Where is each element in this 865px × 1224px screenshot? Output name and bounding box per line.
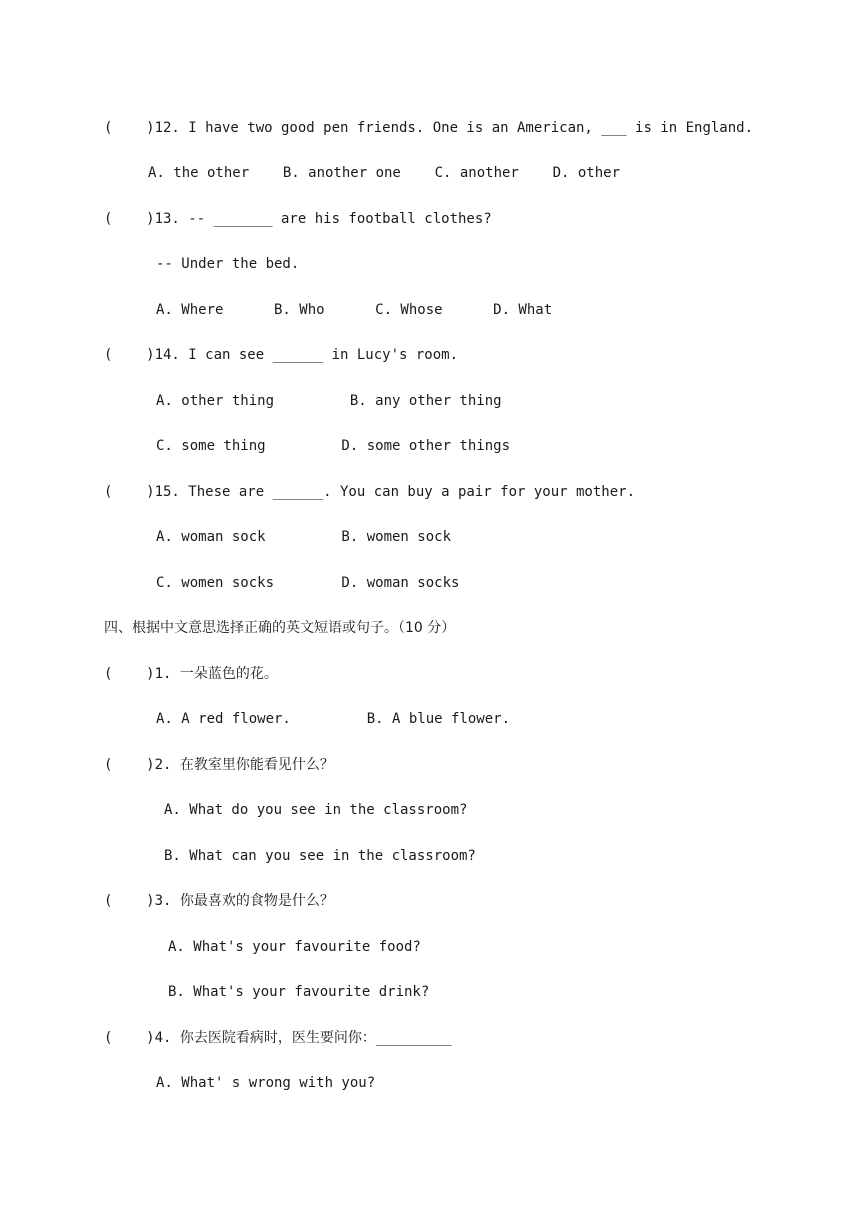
q12-options: A. the other B. another one C. another D. other: [148, 165, 621, 181]
s4-q3-option-a: A. What's your favourite food?: [168, 939, 421, 955]
s4-q2-option-a: A. What do you see in the classroom?: [164, 802, 468, 818]
q15-options-row2: C. women socks D. woman socks: [156, 575, 460, 591]
q14-options-row2: C. some thing D. some other things: [156, 438, 511, 454]
q13-stem: ( )13. -- _______ are his football clothes?: [104, 211, 492, 227]
q12-stem: ( )12. I have two good pen friends. One is an American, ___ is in England.: [104, 120, 754, 136]
s4-q3-stem: ( )3. 你最喜欢的食物是什么？: [104, 893, 334, 909]
s4-q2-option-b: B. What can you see in the classroom?: [164, 848, 476, 864]
q15-options-row1: A. woman sock B. women sock: [156, 529, 452, 545]
s4-q4-stem: ( )4. 你去医院看病时，医生要问你：_________: [104, 1030, 452, 1046]
q14-options-row1: A. other thing B. any other thing: [156, 393, 502, 409]
s4-q1-options: A. A red flower. B. A blue flower.: [156, 711, 511, 727]
s4-q3-option-b: B. What's your favourite drink?: [168, 984, 430, 1000]
s4-q4-option-a: A. What' s wrong with you?: [156, 1075, 376, 1091]
q13-options: A. Where B. Who C. Whose D. What: [156, 302, 553, 318]
q13-reply: -- Under the bed.: [156, 256, 300, 272]
section4-heading: 四、根据中文意思选择正确的英文短语或句子。（10 分）: [104, 620, 456, 636]
q15-stem: ( )15. These are ______. You can buy a pair for your mother.: [104, 484, 636, 500]
s4-q2-stem: ( )2. 在教室里你能看见什么？: [104, 757, 334, 773]
q14-stem: ( )14. I can see ______ in Lucy's room.: [104, 347, 459, 363]
s4-q1-stem: ( )1. 一朵蓝色的花。: [104, 666, 278, 682]
